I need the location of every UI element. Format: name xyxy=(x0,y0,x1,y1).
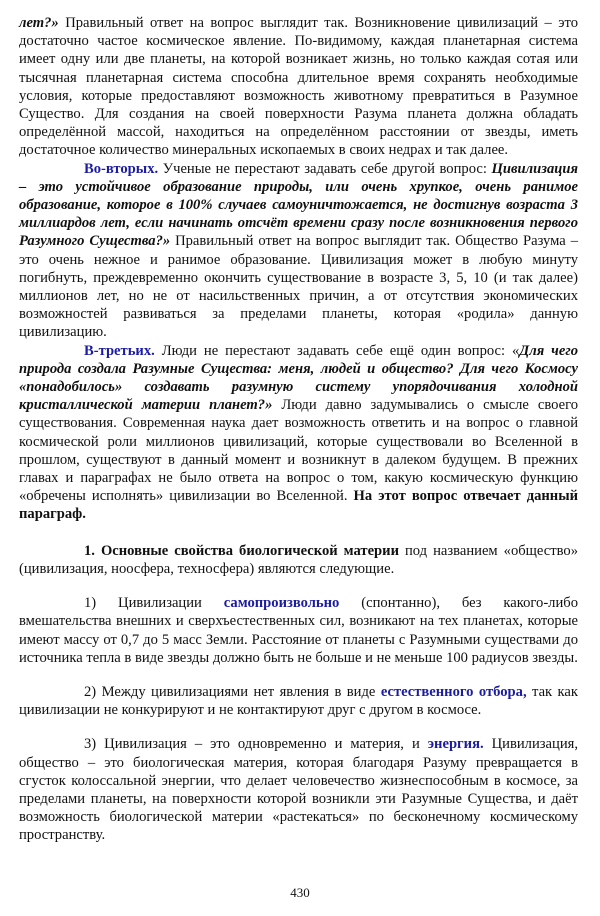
item-text: 2) Между цивилизациями нет явления в виде xyxy=(84,683,381,700)
spacer xyxy=(19,524,578,542)
item-text: (спонтанно), без какого-либо вмешательства внешних и сверхъестественных сил, возникают на тех планетах, которые имеют массу от 0,7 до 5 масс Земли. Расстояние от планеты с Разумными существами до источника тепла в виде звезды должно быть не больше и не меньше 100 радиусов звезды. xyxy=(19,595,578,666)
paragraph-text: под названием «общество» (цивилизация, ноосфера, техносфера) являются следующие. xyxy=(19,542,578,577)
item-text: так как цивилизации не конкурируют и не контактируют друг с другом в космосе. xyxy=(19,683,578,719)
marker-secondly: Во-вторых. xyxy=(84,160,159,177)
paragraph-answer-first xyxy=(19,14,578,160)
list-item-2 xyxy=(19,683,578,719)
spacer xyxy=(19,719,578,735)
section-heading: 1. Основные свойства биологической материи xyxy=(84,542,399,559)
document-page xyxy=(19,14,578,845)
paragraph-text: Правильный ответ на вопрос выглядит так. Общество Разума – это очень нежное и ранимое образование. Цивилизация может в любую минуту погибнуть, преждевременно окончить существование в возрасте 3, 5, 10 (и так далее) миллионов лет, но не от насильственных причин, а от отсутствия экономических возможностей развиваться за пределами планеты, которая «родила» данную цивилизацию. xyxy=(19,233,578,341)
paragraph-text: Правильный ответ на вопрос выглядит так. Возникновение цивилизаций – это достаточно частое космическое явление. По-видимому, каждая планетарная система имеет одну или две планеты, на которой возникает жизнь, но только каждая сотая или тысячная планетарная система способна длительное время сохранять необходимые условия, которые предоставляют возможность животному превратиться в Разумное Существо. Для создания на своей поверхности Разума планета должна обладать определённой массой, находиться на определённом расстоянии от звезды, иметь достаточное количество минеральных ископаемых в своих недрах и так далее. xyxy=(19,15,578,159)
spacer xyxy=(19,578,578,594)
page-number: 430 xyxy=(290,885,310,900)
list-item-1 xyxy=(19,594,578,667)
paragraph-text: Ученые не перестают задавать себе другой вопрос: xyxy=(158,160,492,177)
item-text: 3) Цивилизация – это одновременно и материя, и xyxy=(84,736,428,753)
question-text: Для чего природа создала Разумные Существа: меня, людей и общество? Для чего Космосу «понадобилось» создавать разумную систему упорядочивания холодной кристаллической материи планет?» xyxy=(19,342,578,414)
keyword-energy: энергия. xyxy=(427,736,484,753)
marker-thirdly: В-третьих. xyxy=(84,342,155,359)
list-item-3 xyxy=(19,735,578,844)
keyword-spontaneous: самопроизвольно xyxy=(223,595,340,612)
item-text: Цивилизация, общество – это биологическая материя, которая благодаря Разуму превращается в сгусток колоссальной энергии, что делает человечество жизнеспособным в космосе, за пределами планеты, на поверхности которой возникли эти Разумные Существа, и даёт возможность биологической материи «растекаться» по бесконечному космическому пространству. xyxy=(19,736,578,844)
keyword-natural-selection: естественного отбора, xyxy=(380,683,527,700)
paragraph-text: Люди давно задумывались о смысле своего существования. Современная наука дает возможность ответить и на вопрос о главной космической роли миллионов цивилизаций, которые существовали во Вселенной в прошлом, существуют в данный момент и возникнут в далеком будущем. В прежних главах и параграфах не было ответа на вопрос о том, какую космическую функцию «обречены исполнять» цивилизации во Вселенной. xyxy=(19,397,578,505)
question-text: Цивилизация – это устойчивое образование природы, или очень хрупкое, очень ранимое образование, которое в 100% случаев самоуничтожается, не достигнув возраста 3 миллиардов лет, если начинать отсчёт времени сразу после возникновения первого Разумного Существа?» xyxy=(19,160,578,250)
paragraph-second-question xyxy=(19,160,578,342)
paragraph-third-question xyxy=(19,342,578,524)
paragraph-text: Люди не перестают задавать себе ещё один вопрос: « xyxy=(154,342,520,359)
section-heading-paragraph xyxy=(19,542,578,578)
spacer xyxy=(19,667,578,683)
bold-conclusion: На этот вопрос отвечает данный параграф. xyxy=(19,488,578,523)
item-text: 1) Цивилизации xyxy=(84,595,224,612)
quote-end: лет?» xyxy=(19,15,59,31)
